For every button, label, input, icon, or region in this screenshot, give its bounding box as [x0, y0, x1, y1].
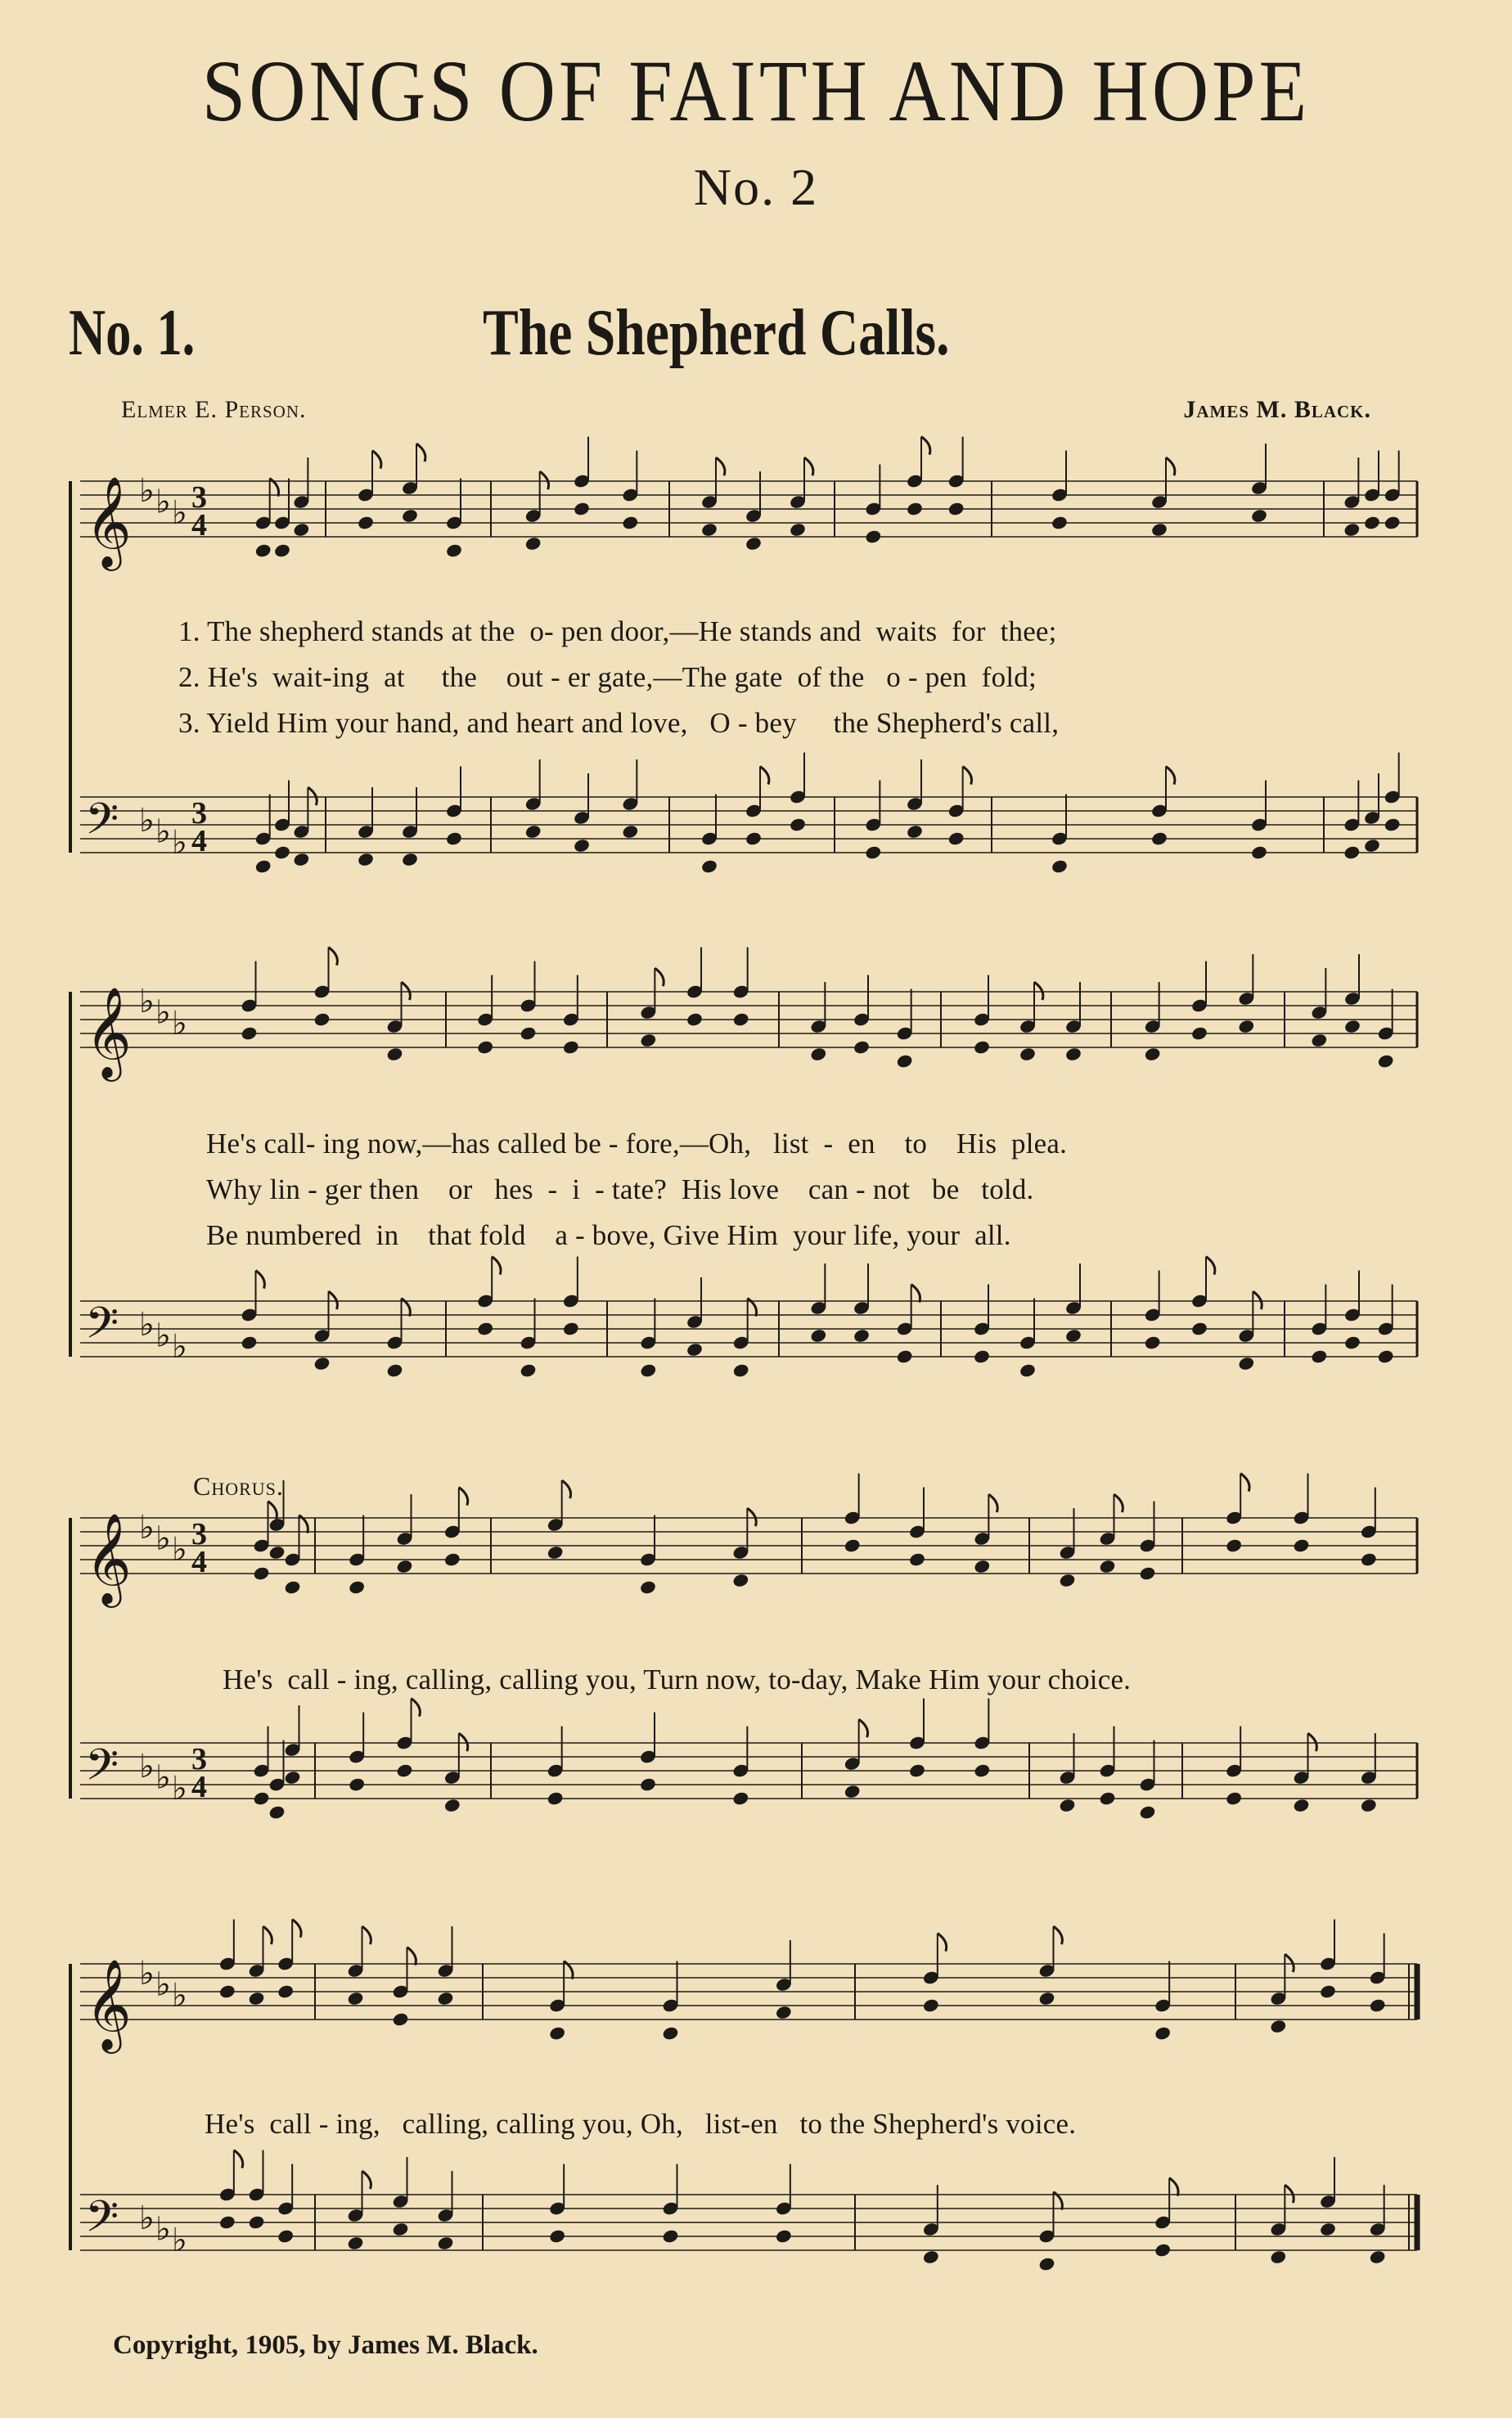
note-head [520, 1362, 538, 1378]
note-head [1293, 1798, 1311, 1813]
note-flag [921, 437, 930, 455]
note-head [1343, 522, 1361, 538]
note-head [1038, 2256, 1056, 2272]
note-head [392, 2222, 410, 2237]
note-flag [988, 1494, 997, 1512]
note-flag [540, 471, 549, 489]
note-head [906, 501, 924, 516]
note-head [973, 1349, 991, 1364]
note-head [313, 1011, 331, 1027]
note-head [277, 2228, 295, 2244]
note-flag [1253, 1291, 1262, 1309]
note-head [973, 1559, 991, 1574]
note-head [253, 1565, 271, 1581]
note-head [268, 1804, 286, 1820]
note-head [241, 1025, 259, 1041]
flat-sign-icon: ♭ [155, 1520, 171, 1558]
note-head [700, 522, 718, 538]
note-head [1051, 858, 1069, 874]
note-flag [562, 1480, 571, 1498]
note-head [844, 1538, 862, 1553]
note-flag [292, 1920, 301, 1938]
hymn-number: No. 1. [69, 297, 196, 369]
bass-clef-icon: 𝄢 [85, 1740, 119, 1801]
note-head [809, 1047, 827, 1062]
note-head [1360, 1798, 1378, 1813]
note-head [639, 1776, 657, 1792]
note-head [218, 2214, 236, 2230]
note-head [313, 1356, 331, 1371]
note-head [700, 858, 718, 874]
treble-clef-icon: 𝄞 [85, 1958, 132, 2050]
note-head [1190, 1321, 1208, 1336]
note-head [947, 501, 965, 516]
note-head [268, 1545, 286, 1560]
note-flag [1166, 457, 1175, 475]
note-head [292, 522, 310, 538]
note-head [396, 1559, 414, 1574]
note-flag [655, 968, 664, 986]
note-flag [1166, 767, 1175, 785]
note-flag [1169, 2178, 1178, 2196]
note-head [686, 1011, 704, 1027]
chorus-line-2: He's call - ing, calling, calling you, Oh, list-en to the Shepherd's voice. [205, 2108, 1077, 2140]
note-head [248, 1991, 266, 2006]
note-head [1360, 1551, 1378, 1567]
note-head [1293, 1538, 1311, 1553]
note-head [853, 1328, 871, 1344]
note-flag [308, 787, 317, 805]
flat-sign-icon: ♭ [172, 1531, 187, 1569]
note-head [1099, 1790, 1117, 1806]
flat-sign-icon: ♭ [155, 2210, 171, 2249]
flat-sign-icon: ♭ [172, 824, 187, 862]
hymn-title: The Shepherd Calls. [483, 297, 950, 369]
note-head [392, 2011, 410, 2027]
note-head [524, 536, 542, 552]
note-head [639, 1033, 657, 1048]
note-head [277, 1983, 295, 1999]
note-head [745, 831, 763, 846]
note-flag [407, 1947, 416, 1965]
composer-credit: James M. Black. [1183, 396, 1371, 423]
verse-2-line-a: 2. He's wait-ing at the out - er gate,—The gate of the o - pen fold; [178, 661, 1037, 693]
note-head [248, 2214, 266, 2230]
note-flag [1308, 1733, 1317, 1751]
time-signature-top: 3 [191, 1517, 207, 1551]
note-head [789, 817, 807, 832]
verse-3-line-a: 3. Yield Him your hand, and heart and love, O - bey the Shepherd's call, [178, 707, 1060, 739]
note-head [864, 529, 882, 544]
note-head [906, 824, 924, 840]
flat-sign-icon: ♭ [172, 1005, 187, 1043]
time-signature-bottom: 4 [191, 1770, 207, 1804]
flat-sign-icon: ♭ [155, 1758, 171, 1797]
note-head [1363, 838, 1381, 853]
treble-clef-icon: 𝄞 [85, 986, 132, 1078]
note-head [396, 1763, 414, 1778]
bass-clef-icon: 𝄢 [85, 2192, 119, 2253]
note-head [639, 1579, 657, 1595]
note-flag [1285, 1954, 1294, 1972]
bass-clef-icon: 𝄢 [85, 1299, 119, 1359]
note-flag [412, 1699, 421, 1717]
note-head [1154, 2242, 1172, 2258]
flat-sign-icon: ♭ [172, 1977, 187, 2015]
note-head [732, 1011, 750, 1027]
note-head [745, 536, 763, 552]
note-head [254, 543, 272, 558]
note-head [562, 1321, 580, 1336]
note-head [443, 1798, 461, 1813]
note-flag [760, 767, 769, 785]
note-flag [1240, 1474, 1249, 1492]
note-head [1377, 1053, 1395, 1069]
note-head [896, 1053, 914, 1069]
note-head [639, 1362, 657, 1378]
flat-sign-icon: ♭ [155, 993, 171, 1032]
note-flag [804, 457, 813, 475]
note-head [1190, 1025, 1208, 1041]
note-head [1150, 522, 1168, 538]
note-head [357, 852, 375, 867]
note-head [809, 1328, 827, 1344]
note-head [1225, 1790, 1243, 1806]
time-signature-bottom: 4 [191, 508, 207, 543]
note-flag [911, 1285, 920, 1303]
note-flag [459, 1733, 468, 1751]
note-head [1019, 1362, 1037, 1378]
note-head [401, 852, 419, 867]
note-head [273, 844, 291, 860]
note-head [548, 2025, 566, 2041]
note-head [1237, 1019, 1255, 1034]
note-head [1319, 2222, 1337, 2237]
flat-sign-icon: ♭ [139, 2200, 155, 2237]
note-head [922, 2249, 940, 2265]
note-head [1343, 1019, 1361, 1034]
book-title: SONGS OF FAITH AND HOPE [201, 41, 1311, 140]
note-head [947, 831, 965, 846]
note-flag [1034, 982, 1043, 1000]
note-flag [1054, 1926, 1063, 1944]
flat-sign-icon: ♭ [155, 1317, 171, 1355]
note-head [973, 1039, 991, 1055]
note-head [732, 1362, 750, 1378]
verse-3-line-b: Be numbered in that fold a - bove, Give Him your life, your all. [206, 1219, 1011, 1251]
chorus-line-1: He's call - ing, calling, calling you, Turn now, to-day, Make Him your choice. [223, 1664, 1132, 1695]
note-head [273, 543, 291, 558]
note-head [1139, 1565, 1157, 1581]
note-head [386, 1047, 404, 1062]
note-head [731, 1573, 749, 1588]
flat-sign-icon: ♭ [155, 483, 171, 521]
note-head [1150, 831, 1168, 846]
time-signature-bottom: 4 [191, 824, 207, 858]
note-flag [938, 1934, 947, 1952]
note-head [573, 838, 591, 853]
note-head [1369, 2249, 1387, 2265]
note-head [524, 824, 542, 840]
note-flag [234, 2150, 243, 2168]
note-head [218, 1983, 236, 1999]
note-flag [459, 1488, 468, 1506]
copyright-notice: Copyright, 1905, by James M. Black. [113, 2330, 538, 2360]
note-head [284, 1579, 302, 1595]
flat-sign-icon: ♭ [155, 813, 171, 851]
note-flag [1114, 1494, 1123, 1512]
flat-sign-icon: ♭ [155, 1965, 171, 2004]
note-flag [747, 1508, 756, 1526]
note-flag [268, 1502, 277, 1520]
note-head [1051, 515, 1069, 530]
note-head [973, 1763, 991, 1778]
flat-sign-icon: ♭ [139, 983, 155, 1020]
note-flag [1285, 2185, 1294, 2203]
note-flag [362, 2171, 371, 2189]
note-head [1377, 1349, 1395, 1364]
note-head [1237, 1356, 1255, 1371]
note-flag [1206, 1257, 1215, 1275]
note-head [1099, 1559, 1117, 1574]
note-head [1269, 2019, 1287, 2034]
note-head [621, 515, 639, 530]
note-flag [372, 451, 381, 469]
time-signature-bottom: 4 [191, 1545, 207, 1579]
note-head [401, 508, 419, 524]
lyricist-credit: Elmer E. Person. [121, 396, 307, 423]
note-head [437, 1991, 455, 2006]
note-head [348, 1776, 366, 1792]
note-head [347, 1991, 365, 2006]
note-head [864, 844, 882, 860]
note-head [1064, 1047, 1082, 1062]
verse-2-line-b: Why lin - ger then or hes - i - tate? His love can - not be told. [206, 1173, 1034, 1205]
time-signature-top: 3 [191, 796, 207, 831]
note-head [853, 1039, 871, 1055]
note-head [731, 1790, 749, 1806]
note-flag [963, 767, 972, 785]
note-head [662, 2025, 680, 2041]
note-head [241, 1335, 259, 1350]
note-head [1064, 1328, 1082, 1344]
note-head [789, 522, 807, 538]
note-head [896, 1349, 914, 1364]
note-head [1059, 1798, 1077, 1813]
flat-sign-icon: ♭ [139, 472, 155, 510]
note-flag [263, 1926, 272, 1944]
verse-1-line-b: He's call- ing now,—has called be - fore,—Oh, list - en to His plea. [206, 1128, 1068, 1159]
note-head [1144, 1335, 1162, 1350]
note-head [1310, 1033, 1328, 1048]
note-head [445, 543, 463, 558]
note-head [1250, 508, 1268, 524]
treble-clef-icon: 𝄞 [85, 1512, 132, 1604]
note-head [662, 2228, 680, 2244]
note-head [1310, 1349, 1328, 1364]
note-head [547, 1545, 565, 1560]
note-flag [329, 1291, 338, 1309]
note-head [292, 852, 310, 867]
time-signature-top: 3 [191, 480, 207, 515]
note-head [437, 2236, 455, 2251]
note-head [348, 1579, 366, 1595]
treble-clef-icon: 𝄞 [85, 475, 132, 567]
note-head [1154, 2025, 1172, 2041]
time-signature-top: 3 [191, 1742, 207, 1776]
note-flag [492, 1257, 501, 1275]
book-subtitle: No. 2 [693, 158, 819, 216]
note-head [548, 2228, 566, 2244]
note-flag [256, 1271, 265, 1289]
note-head [254, 858, 272, 874]
note-head [844, 1784, 862, 1799]
note-head [686, 1342, 704, 1358]
note-head [1038, 1991, 1056, 2006]
note-head [547, 1790, 565, 1806]
note-head [476, 1039, 494, 1055]
note-head [357, 515, 375, 530]
note-head [1250, 844, 1268, 860]
flat-sign-icon: ♭ [172, 1328, 187, 1367]
flat-sign-icon: ♭ [172, 2222, 187, 2260]
flat-sign-icon: ♭ [139, 802, 155, 840]
note-flag [416, 444, 425, 462]
note-head [1384, 515, 1402, 530]
note-head [1059, 1573, 1077, 1588]
note-head [573, 501, 591, 516]
note-head [284, 1770, 302, 1785]
note-head [1139, 1804, 1157, 1820]
note-head [1269, 2249, 1287, 2265]
flat-sign-icon: ♭ [139, 1306, 155, 1344]
flat-sign-icon: ♭ [172, 1770, 187, 1808]
flat-sign-icon: ♭ [139, 1509, 155, 1547]
note-head [908, 1763, 926, 1778]
note-head [1369, 1997, 1387, 2013]
note-head [775, 2005, 793, 2020]
note-head [1144, 1047, 1162, 1062]
note-head [386, 1362, 404, 1378]
note-head [443, 1551, 461, 1567]
note-head [476, 1321, 494, 1336]
flat-sign-icon: ♭ [139, 1748, 155, 1785]
note-head [253, 1790, 271, 1806]
note-head [908, 1551, 926, 1567]
note-flag [859, 1719, 868, 1737]
note-head [347, 2236, 365, 2251]
note-head [922, 1997, 940, 2013]
note-flag [402, 982, 411, 1000]
note-head [562, 1039, 580, 1055]
note-head [1343, 1335, 1361, 1350]
chorus-label: Chorus. [193, 1471, 284, 1501]
note-head [621, 824, 639, 840]
flat-sign-icon: ♭ [172, 494, 187, 533]
flat-sign-icon: ♭ [139, 1955, 155, 1992]
note-head [1343, 844, 1361, 860]
note-flag [716, 457, 725, 475]
note-head [520, 1025, 538, 1041]
note-head [1225, 1538, 1243, 1553]
note-head [775, 2228, 793, 2244]
note-head [1363, 515, 1381, 530]
note-flag [362, 1926, 371, 1944]
note-head [1384, 817, 1402, 832]
bass-clef-icon: 𝄢 [85, 795, 119, 855]
note-flag [329, 948, 338, 966]
note-head [1019, 1047, 1037, 1062]
note-head [1319, 1983, 1337, 1999]
verse-1-line-a: 1. The shepherd stands at the o- pen door,—He stands and waits for thee; [178, 615, 1057, 647]
note-head [445, 831, 463, 846]
